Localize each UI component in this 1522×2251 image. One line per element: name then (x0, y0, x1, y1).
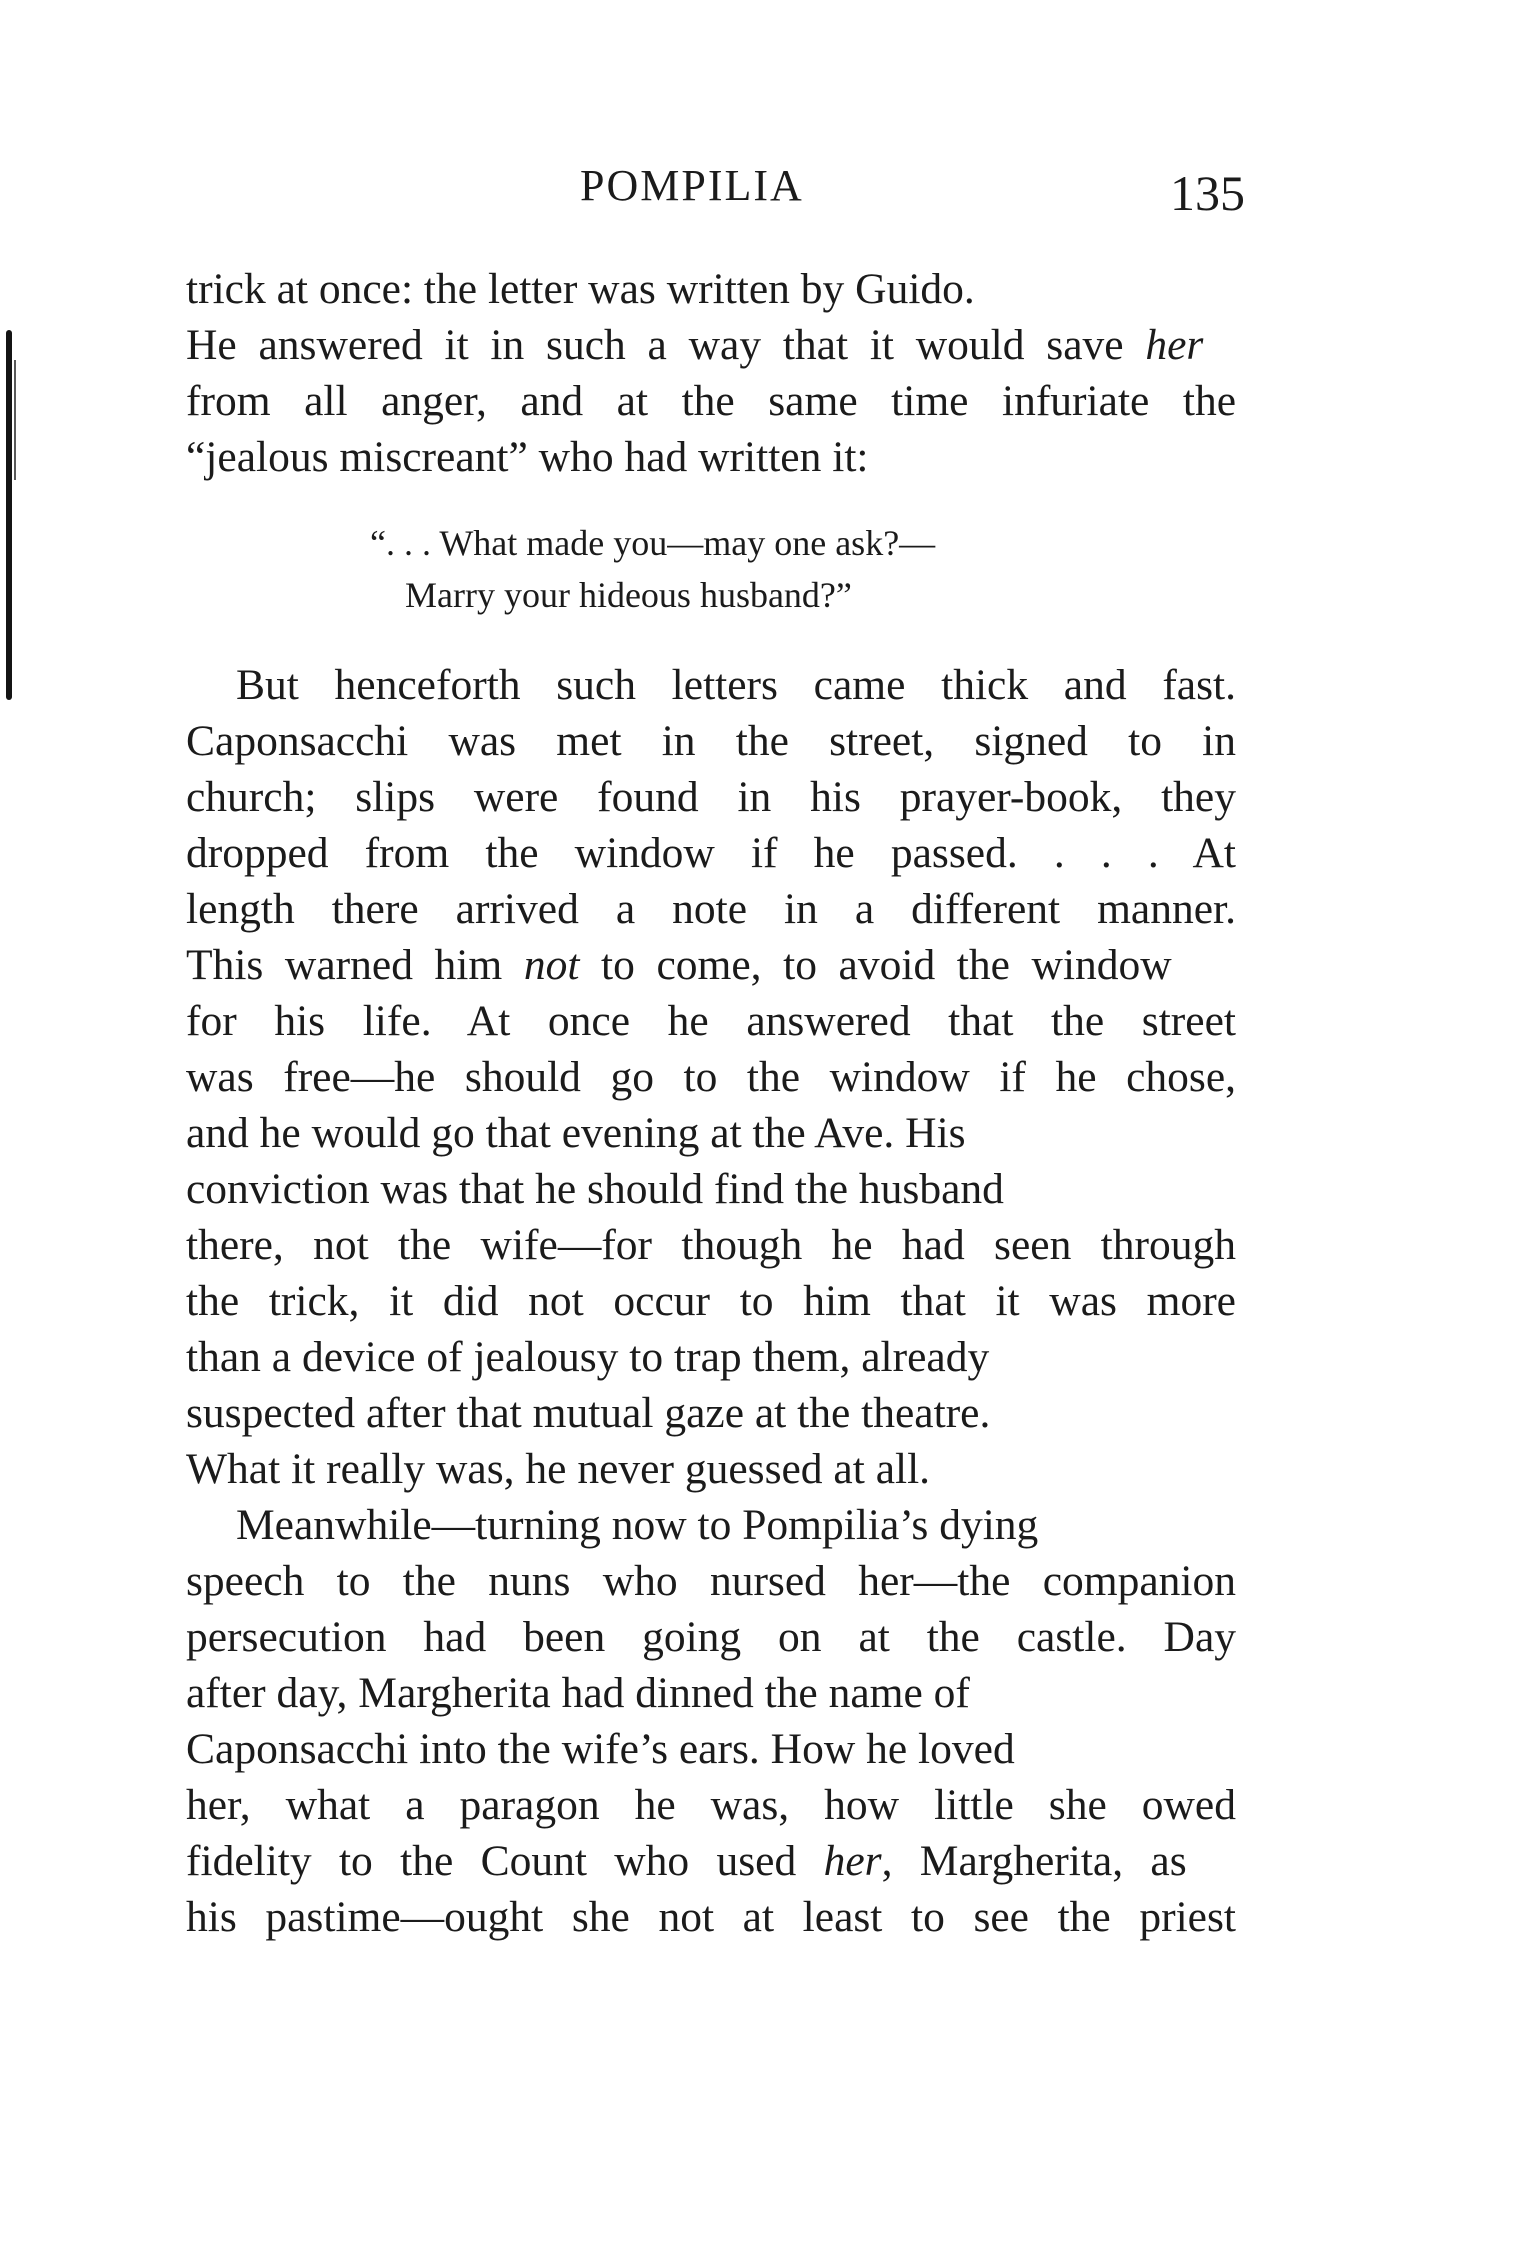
italic-word: her (823, 1837, 882, 1885)
text-line: But henceforth such letters came thick and fast. (236, 661, 1236, 709)
text-line: from all anger, and at the same time infuriate the (186, 377, 1236, 425)
text-line-part: , Margherita, as (881, 1837, 1187, 1885)
text-line: her, what a paragon he was, how little she owed (186, 1781, 1236, 1829)
text-line: conviction was that he should find the husband (186, 1165, 1004, 1213)
text-line-part: He answered it in such a way that it would save (186, 321, 1124, 369)
page-number: 135 (1170, 165, 1245, 221)
text-line: speech to the nuns who nursed her—the companion (186, 1557, 1236, 1605)
quote-line: “. . . What made you—may one ask?— (370, 523, 936, 563)
text-line: dropped from the window if he passed. . . . At (186, 829, 1236, 877)
text-line: “jealous miscreant” who had written it: (186, 433, 869, 481)
italic-word: not (523, 941, 580, 989)
text-line: church; slips were found in his prayer-book, they (186, 773, 1236, 821)
text-line (186, 941, 1236, 989)
text-line: than a device of jealousy to trap them, already (186, 1333, 990, 1381)
text-line: Caponsacchi was met in the street, signed to in (186, 717, 1236, 765)
text-line (186, 1837, 1236, 1885)
text-line (186, 321, 1236, 369)
text-line-part: This warned him (186, 941, 503, 989)
text-line: suspected after that mutual gaze at the theatre. (186, 1389, 991, 1437)
text-line: length there arrived a note in a different manner. (186, 885, 1236, 933)
text-line: there, not the wife—for though he had seen through (186, 1221, 1236, 1269)
text-line-part: fidelity to the Count who used (186, 1837, 797, 1885)
quote-line: Marry your hideous husband?” (405, 575, 852, 615)
text-line: and he would go that evening at the Ave. His (186, 1109, 966, 1157)
text-line: the trick, it did not occur to him that it was more (186, 1277, 1236, 1325)
text-line: trick at once: the letter was written by Guido. (186, 265, 975, 313)
text-line: was free—he should go to the window if he chose, (186, 1053, 1236, 1101)
binding-edge-shadow (14, 360, 16, 480)
text-line: after day, Margherita had dinned the name of (186, 1669, 970, 1717)
italic-word: her (1145, 321, 1204, 369)
binding-edge-mark (6, 330, 12, 700)
running-title: POMPILIA (580, 161, 804, 210)
text-line: Meanwhile—turning now to Pompilia’s dying (236, 1501, 1039, 1549)
text-line: What it really was, he never guessed at all. (186, 1445, 931, 1493)
text-line-part: to come, to avoid the window (601, 941, 1172, 989)
text-line: for his life. At once he answered that the street (186, 997, 1236, 1045)
text-line: his pastime—ought she not at least to see the priest (186, 1893, 1236, 1941)
text-line: Caponsacchi into the wife’s ears. How he loved (186, 1725, 1015, 1773)
text-line: persecution had been going on at the castle. Day (186, 1613, 1236, 1661)
